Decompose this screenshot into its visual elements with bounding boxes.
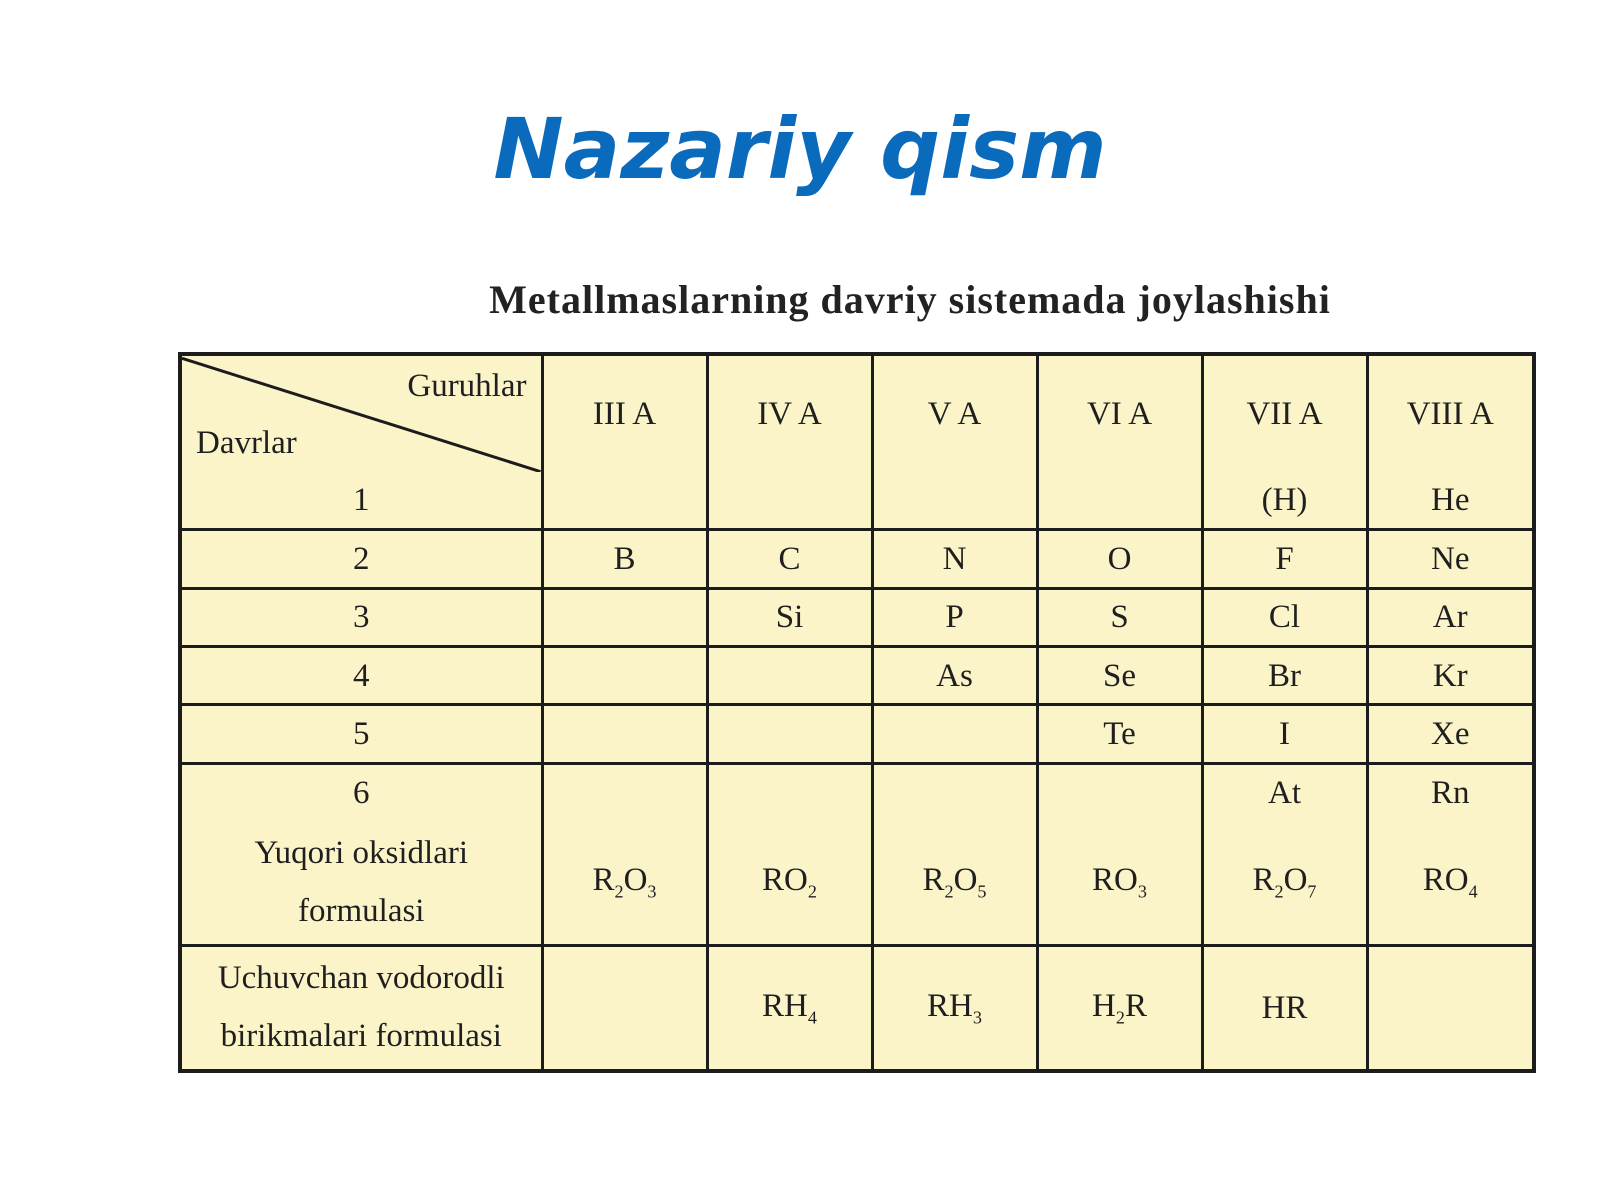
period-row xyxy=(182,530,1532,588)
period-row xyxy=(182,588,1532,646)
groups-label: Guruhlar xyxy=(407,368,527,404)
formula-subscript: 7 xyxy=(1307,882,1317,902)
period-row xyxy=(182,705,1532,763)
element-cell xyxy=(707,763,872,821)
element-cell: C xyxy=(707,530,872,588)
period-row xyxy=(182,647,1532,705)
periods-label: Davrlar xyxy=(196,425,297,462)
element-cell: I xyxy=(1202,705,1367,763)
oxides-label xyxy=(182,822,542,946)
formula-symbol: H xyxy=(1092,987,1116,1024)
element-cell: N xyxy=(872,530,1037,588)
table-caption: Metallmaslarning davriy sistemada joylashishi xyxy=(489,277,1331,322)
slide-title: Nazariy qism xyxy=(493,100,1107,198)
group-header: III A xyxy=(542,356,707,472)
element-cell xyxy=(707,472,872,530)
oxide-formula xyxy=(707,822,872,946)
corner-cell xyxy=(182,356,542,472)
oxide-formula xyxy=(542,822,707,946)
element-cell: B xyxy=(542,530,707,588)
oxides-label-line2: formulasi xyxy=(298,892,425,929)
formula-symbol: R xyxy=(1124,987,1147,1024)
oxide-formula xyxy=(872,822,1037,946)
formula-subscript: 3 xyxy=(972,1007,982,1028)
formula-subscript: 2 xyxy=(1274,882,1284,902)
header-row xyxy=(182,356,1532,472)
element-cell xyxy=(707,705,872,763)
period-number: 5 xyxy=(182,705,542,763)
element-cell xyxy=(1037,472,1202,530)
hydride-formula xyxy=(542,945,707,1069)
formula-symbol: R xyxy=(922,862,945,899)
element-cell xyxy=(542,647,707,705)
hydride-formula xyxy=(1202,945,1367,1069)
formula-symbol: RH xyxy=(762,987,808,1024)
oxide-formula xyxy=(1037,822,1202,946)
group-header: VIII A xyxy=(1367,356,1532,472)
element-cell: Br xyxy=(1202,647,1367,705)
oxides-row xyxy=(182,822,1532,946)
element-cell: Se xyxy=(1037,647,1202,705)
hydrides-label-line2: birikmalari formulasi xyxy=(220,1017,502,1054)
element-cell xyxy=(872,763,1037,821)
element-cell: Ar xyxy=(1367,588,1532,646)
formula-subscript: 4 xyxy=(807,1007,817,1028)
formula-subscript: 3 xyxy=(647,882,657,902)
hydride-formula xyxy=(1037,945,1202,1069)
formula-symbol: R xyxy=(1252,862,1275,899)
element-cell xyxy=(872,472,1037,530)
formula-subscript: 4 xyxy=(1468,882,1478,902)
group-header: V A xyxy=(872,356,1037,472)
oxide-formula xyxy=(1367,822,1532,946)
element-cell xyxy=(542,472,707,530)
formula-subscript: 2 xyxy=(944,882,954,902)
element-cell: Te xyxy=(1037,705,1202,763)
period-row xyxy=(182,763,1532,821)
element-cell xyxy=(542,705,707,763)
element-cell: As xyxy=(872,647,1037,705)
element-cell: Rn xyxy=(1367,763,1532,821)
element-cell: Ne xyxy=(1367,530,1532,588)
element-cell xyxy=(542,588,707,646)
hydride-formula xyxy=(872,945,1037,1069)
hydrides-label-line1: Uchuvchan vodorodli xyxy=(217,960,505,997)
element-cell: (H) xyxy=(1202,472,1367,530)
formula-subscript: 2 xyxy=(807,882,817,902)
element-cell: He xyxy=(1367,472,1532,530)
formula-symbol: RO xyxy=(1422,862,1469,899)
formula-symbol: RO xyxy=(1092,862,1138,899)
element-cell: Xe xyxy=(1367,705,1532,763)
group-header: VII A xyxy=(1202,356,1367,472)
formula-symbol: HR xyxy=(1261,989,1308,1026)
period-number: 2 xyxy=(182,530,542,588)
formula-symbol: O xyxy=(1283,862,1308,899)
group-header: IV A xyxy=(707,356,872,472)
hydride-formula xyxy=(707,945,872,1069)
formula-subscript: 2 xyxy=(1115,1007,1125,1028)
formula-symbol: R xyxy=(592,862,615,899)
formula-subscript: 2 xyxy=(614,882,624,902)
period-row xyxy=(182,472,1532,530)
hydride-formula xyxy=(1367,945,1532,1069)
element-cell: Si xyxy=(707,588,872,646)
hydrides-row xyxy=(182,945,1532,1069)
formula-symbol: RO xyxy=(762,862,808,899)
element-cell: O xyxy=(1037,530,1202,588)
period-number: 4 xyxy=(182,647,542,705)
nonmetals-table xyxy=(178,352,1536,1073)
element-cell: P xyxy=(872,588,1037,646)
formula-symbol: RH xyxy=(927,987,973,1024)
element-cell: Kr xyxy=(1367,647,1532,705)
oxide-formula xyxy=(1202,822,1367,946)
formula-symbol: O xyxy=(623,862,648,899)
element-cell xyxy=(872,705,1037,763)
element-cell: S xyxy=(1037,588,1202,646)
formula-subscript: 3 xyxy=(1137,882,1147,902)
formula-subscript: 5 xyxy=(977,882,987,902)
element-cell: Cl xyxy=(1202,588,1367,646)
formula-symbol: O xyxy=(953,862,978,899)
element-cell xyxy=(707,647,872,705)
element-cell: At xyxy=(1202,763,1367,821)
period-number: 6 xyxy=(182,763,542,821)
element-cell: F xyxy=(1202,530,1367,588)
group-header: VI A xyxy=(1037,356,1202,472)
period-number: 1 xyxy=(182,472,542,530)
element-cell xyxy=(542,763,707,821)
period-number: 3 xyxy=(182,588,542,646)
hydrides-label xyxy=(182,945,542,1069)
oxides-label-line1: Yuqori oksidlari xyxy=(254,834,469,871)
element-cell xyxy=(1037,763,1202,821)
